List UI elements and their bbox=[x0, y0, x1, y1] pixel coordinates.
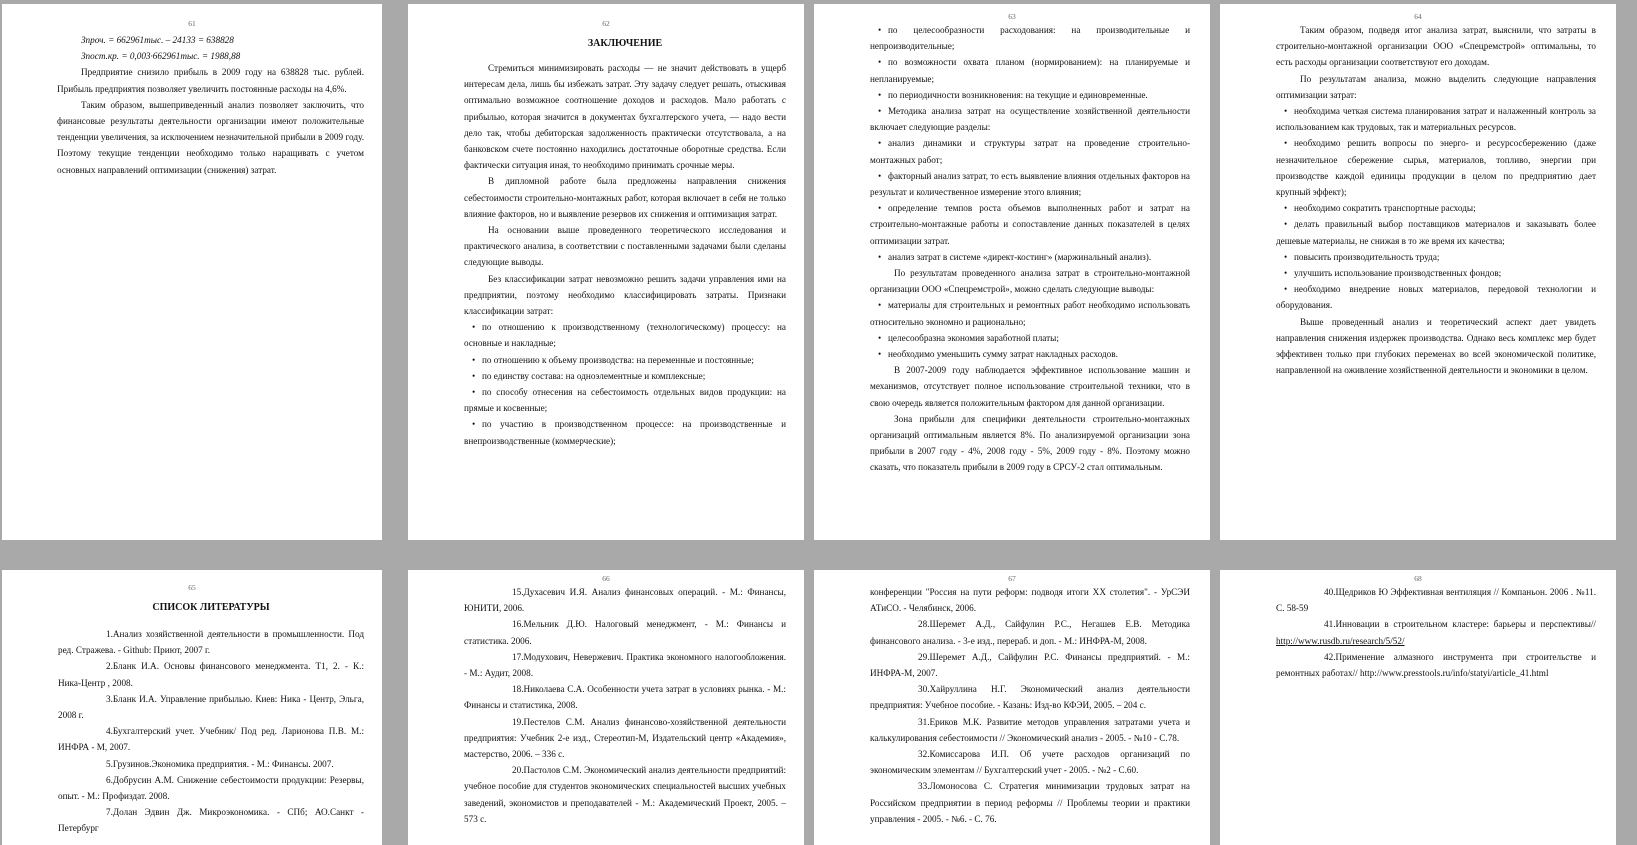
reference-text: Ериков М.К. Развитие методов управления затратами учета и калькулирования себестоимости // Экономический анализ - 2005. - №10 - С.78. bbox=[870, 716, 1190, 743]
paragraph: Предприятие снизило прибыль в 2009 году на 638828 тыс. рублей. Прибыль предприятия позволяет увеличить постоянные расходы на 4,6%. bbox=[57, 67, 364, 94]
reference-item bbox=[464, 616, 786, 648]
page-number: 63 bbox=[1008, 12, 1016, 21]
reference-number: 19. bbox=[512, 716, 524, 727]
list-item: • по отношению к объему производства: на переменные и постоянные; bbox=[464, 352, 786, 368]
list-item: • по способу отнесения на себестоимость отдельных видов продукции: на прямые и косвенные; bbox=[464, 384, 786, 416]
page-65 bbox=[2, 570, 382, 845]
reference-item bbox=[58, 658, 364, 690]
reference-item bbox=[870, 778, 1190, 827]
page-number: 68 bbox=[1414, 574, 1422, 583]
reference-number: 40. bbox=[1324, 587, 1336, 597]
reference-text: Бухгалтерский учет. Учебник/ Под ред. Ларионова П.В. М.: ИНФРА - М, 2007. bbox=[58, 726, 364, 753]
page-68 bbox=[1220, 570, 1616, 845]
paragraph: Стремиться минимизировать расходы — не значит действовать в ущерб интересам дела, лишь бы избежать затрат. Эту задачу следует решать, отыскивая оптимально возможное соотношение доходов и расходов. Мало работать с прибылью, которая значится в документах бухгалтерского учета, — надо вести дело так, чтобы дебиторская задолженность практически отсутствовала, а на банковском счете постоянно находились достаточные оборотные средства. Если фактически ситуация иная, то необходимо принимать срочные меры. bbox=[464, 63, 786, 171]
list-item: • анализ затрат в системе «директ-костинг» (маржинальный анализ). bbox=[870, 249, 1190, 265]
list-item: • необходима четкая система планирования затрат и налаженный контроль за использованием как трудовых, так и материальных ресурсов. bbox=[1276, 103, 1596, 135]
reference-number: 15. bbox=[512, 587, 524, 597]
reference-text: Бланк И.А. Основы финансового менеджмента. Т1, 2. - К.: Ника-Центр , 2008. bbox=[58, 661, 364, 688]
section-title: СПИСОК ЛИТЕРАТУРЫ bbox=[152, 602, 270, 613]
reference-text: Комиссарова И.П. Об учете расходов организаций по экономическим элементам // Бухгалтерский учет - 2005. - №2 - С.60. bbox=[870, 749, 1190, 776]
list-item: • материалы для строительных и ремонтных работ необходимо использовать относительно экономно и рационально; bbox=[870, 297, 1190, 329]
reference-number: 3. bbox=[106, 693, 113, 704]
reference-item bbox=[464, 681, 786, 713]
reference-text: Грузинов.Экономика предприятия. - М.: Финансы. 2007. bbox=[112, 758, 334, 769]
list-item: • по периодичности возникновения: на текущие и единовременные. bbox=[870, 87, 1190, 103]
reference-item bbox=[870, 681, 1190, 713]
page-number: 61 bbox=[188, 19, 196, 28]
paragraph: Таким образом, вышеприведенный анализ позволяет заключить, что финансовые результаты деятельности организации имеют положительные тенденции увеличения, за исключением незначительной прибыли в 2009 году. Поэтому текущие тенденции необходимо только наращивать с учетом основных направлений оптимизации (снижения) затрат. bbox=[57, 99, 364, 175]
page-62 bbox=[408, 4, 804, 540]
reference-item bbox=[464, 714, 786, 763]
reference-number: 32. bbox=[918, 749, 930, 760]
reference-item bbox=[1276, 649, 1596, 681]
reference-number: 16. bbox=[512, 619, 524, 630]
reference-item bbox=[58, 626, 364, 658]
reference-number: 29. bbox=[918, 651, 930, 662]
reference-item bbox=[1276, 584, 1596, 616]
reference-text: Анализ хозяйственной деятельности в промышленности. Под ред. Стражева. - Github: Приют, 2007 г. bbox=[58, 629, 364, 656]
paragraph: В 2007-2009 году наблюдается эффективное использование машин и механизмов, отсутствует полное использование строительной техники, что в свою очередь является положительным фактором для данной организации. bbox=[870, 365, 1190, 408]
reference-item bbox=[1276, 616, 1596, 648]
reference-link[interactable]: http://www.rusdb.ru/research/5/52/ bbox=[1276, 635, 1405, 646]
reference-continuation: конференции "Россия на пути реформ: подводя итоги XX столетия". - УрСЭИ АТиСО. - Челябинск, 2006. bbox=[870, 587, 1190, 614]
page-67 bbox=[814, 570, 1210, 845]
reference-item bbox=[58, 772, 364, 804]
list-item: • необходимо сократить транспортные расходы; bbox=[1276, 200, 1596, 216]
reference-item bbox=[870, 714, 1190, 746]
reference-number: 33. bbox=[918, 781, 930, 792]
list-item: • необходимо уменьшить сумму затрат накладных расходов. bbox=[870, 346, 1190, 362]
reference-item bbox=[870, 616, 1190, 648]
reference-text: Добрусин А.М. Снижение себестоимости продукции: Резервы, опыт. - М.: Профиздат. 2008. bbox=[58, 774, 364, 802]
page-number: 62 bbox=[602, 19, 610, 28]
reference-item bbox=[870, 649, 1190, 681]
list-item: • по возможности охвата планом (нормированием): на планируемые и непланируемые; bbox=[870, 54, 1190, 86]
reference-text: Мельник Д.Ю. Налоговый менеджмент, - М.: Финансы и статистика. 2006. bbox=[464, 619, 786, 646]
reference-item bbox=[870, 746, 1190, 778]
reference-text: Пастолов С.М. Экономический анализ деятельности предприятий: учебное пособие для студентов экономических специальностей высших учебных заведений, экономистов и преподавателей - М.: Академический Проект, 2005. – 573 с. bbox=[464, 765, 786, 824]
reference-item bbox=[464, 762, 786, 827]
list-item: • делать правильный выбор поставщиков материалов и заказывать более дешевые материалы, не снижая в то же время их качества; bbox=[1276, 216, 1596, 248]
reference-text: Модухович, Невержевич. Практика экономного налогообложения. - М.: Аудит, 2008. bbox=[464, 651, 786, 679]
reference-text: Применение алмазного инструмента при строительстве и ремонтных работах// http://www.presstools.ru/info/statyi/article_41.html bbox=[1276, 651, 1596, 679]
section-title: ЗАКЛЮЧЕНИЕ bbox=[587, 38, 663, 49]
formula: Зпроч. = 662961тыс. – 24133 = 638828 bbox=[81, 35, 234, 45]
reference-number: 5. bbox=[106, 758, 113, 769]
page-number: 67 bbox=[1008, 574, 1016, 583]
list-item: • по участию в производственном процессе: на производственные и внепроизводственные (коммерческие); bbox=[464, 416, 786, 448]
reference-text: Щедриков Ю Эффективная вентиляция // Компаньон. 2006 . №11. С. 58-59 bbox=[1276, 587, 1596, 614]
paragraph: По результатам анализа, можно выделить следующие направления оптимизации затрат: bbox=[1276, 73, 1596, 100]
reference-text: Шеремет А.Д., Сайфулин Р.С. Финансы предприятий. - М.: ИНФРА-М, 2007. bbox=[870, 651, 1190, 679]
paragraph: Без классификации затрат невозможно решить задачи управления ими на предприятии, поэтому необходимо классифицировать затраты. Признаки классификации затрат: bbox=[464, 273, 786, 317]
list-item: • улучшить использование производственных фондов; bbox=[1276, 265, 1596, 281]
reference-number: 31. bbox=[918, 716, 930, 727]
paragraph: По результатам проведенного анализа затрат в строительно-монтажной организации ООО «Спецремстрой», можно сделать следующие выводы: bbox=[870, 268, 1190, 295]
reference-text: Долан Эдвин Дж. Микроэкономика. - СПб; АО.Санкт - Петербург bbox=[58, 807, 364, 834]
list-item: • определение темпов роста объемов выполненных работ и затрат на строительно-монтажные работы и сопоставление данных показателей в целях оптимизации затрат. bbox=[870, 200, 1190, 249]
reference-text: Духасевич И.Я. Анализ финансовых операций. - М.: Финансы, ЮНИТИ, 2006. bbox=[464, 587, 786, 614]
reference-item bbox=[58, 723, 364, 755]
formula: Зпост.кр. = 0,003·662961тыс. = 1988,88 bbox=[81, 51, 241, 62]
reference-item bbox=[58, 804, 364, 836]
page-66 bbox=[408, 570, 804, 845]
reference-number: 18. bbox=[512, 684, 524, 695]
reference-number: 2. bbox=[106, 661, 113, 672]
page-number: 65 bbox=[188, 583, 196, 592]
reference-text: Пестелов С.М. Анализ финансово-хозяйственной деятельности предприятия: Учебник 2-е изд., Стереотип-М, Издательский центр «Академия», мастерство, 2006. – 336 с. bbox=[464, 716, 786, 760]
reference-text: Бланк И.А. Управление прибылью. Киев: Ника - Центр, Эльга, 2008 г. bbox=[58, 693, 364, 721]
page-64 bbox=[1220, 4, 1616, 540]
reference-number: 20. bbox=[512, 765, 524, 776]
list-item: • целесообразна экономия заработной платы; bbox=[870, 330, 1190, 346]
reference-number: 4. bbox=[106, 726, 113, 737]
list-item: • по целесообразности расходования: на производительные и непроизводительные; bbox=[870, 22, 1190, 54]
reference-text: Ломоносова С. Стратегия минимизации трудовых затрат на Российском предприятии в период реформы // Проблемы теории и практики управления - 2005. - №6. - С. 76. bbox=[870, 781, 1190, 824]
page-61 bbox=[2, 4, 382, 540]
reference-item bbox=[464, 649, 786, 681]
reference-item bbox=[58, 691, 364, 723]
reference-text: Инновации в строительном кластере: барьеры и перспективы// bbox=[1335, 619, 1596, 630]
reference-number: 30. bbox=[918, 684, 930, 695]
reference-number: 42. bbox=[1324, 651, 1336, 662]
reference-item bbox=[464, 584, 786, 616]
reference-text: Шеремет А.Д., Сайфулин Р.С., Негашев Е.В. Методика финансового анализа. - 3-е изд., перераб. и доп. - М.: ИНФРА-М, 2008. bbox=[870, 619, 1190, 646]
list-item: • по единству состава: на одноэлементные и комплексные; bbox=[464, 368, 786, 384]
list-item: • факторный анализ затрат, то есть выявление влияния отдельных факторов на результат и количественное измерение этого влияния; bbox=[870, 168, 1190, 200]
paragraph: В дипломной работе была предложены направления снижения себестоимости строительно-монтажных работ, которая включает в себя не только влияние факторов, но и выявление резервов их снижения и оптимизация затрат. bbox=[464, 176, 786, 219]
page-63 bbox=[814, 4, 1210, 540]
reference-text: Николаева С.А. Особенности учета затрат в условиях рынка. - М.: Финансы и статистика, 2008. bbox=[464, 684, 786, 711]
list-item: • необходимо решить вопросы по энерго- и ресурсосбережению (даже незначительное сбережение сырья, материалов, топливо, энергии при производстве каждой единицы продукции в целом по предприятию дает крупный эффект); bbox=[1276, 135, 1596, 200]
reference-number: 28. bbox=[918, 619, 930, 630]
page-number: 66 bbox=[602, 574, 610, 583]
reference-number: 1. bbox=[106, 629, 113, 639]
reference-number: 7. bbox=[106, 807, 113, 818]
reference-number: 41. bbox=[1324, 619, 1336, 630]
reference-number: 6. bbox=[106, 774, 113, 785]
list-item: • повысить производительность труда; bbox=[1276, 249, 1596, 265]
paragraph: На основании выше проведенного теоретического исследования и практического анализа, в соответствии с поставленными задачами были сделаны следующие выводы. bbox=[464, 225, 786, 268]
reference-text: Хайруллина Н.Г. Экономический анализ деятельности предприятия: Учебное пособие. - Казань: Изд-во КФЭИ, 2005. – 204 с. bbox=[870, 684, 1190, 711]
list-item: • по отношению к производственному (технологическому) процессу: на основные и накладные; bbox=[464, 319, 786, 351]
paragraph: Зона прибыли для специфики деятельности строительно-монтажных организаций оптимальным является 8%. По анализируемой организации зона прибыли в 2007 году - 4%, 2008 году - 5%, 2009 году - 8%. Поэтому можно сказать, что показатель прибыли в 2009 году в СРСУ-2 стал оптимальным. bbox=[870, 413, 1190, 473]
reference-number: 17. bbox=[512, 651, 524, 662]
list-item: • Методика анализа затрат на осуществление хозяйственной деятельности включает следующие разделы: bbox=[870, 103, 1190, 135]
paragraph: Таким образом, подведя итог анализа затрат, выяснили, что затраты в строительно-монтажной организации ООО «Спецремстрой» оптимальны, то есть расходы организации соответствуют его доходам. bbox=[1276, 25, 1596, 68]
list-item: • необходимо внедрение новых материалов, передовой технологии и оборудования. bbox=[1276, 281, 1596, 313]
paragraph: Выше проведенный анализ и теоретический аспект дает увидеть направления снижения издержек производства. Однако весь комплекс мер будет эффективен только при глубоких переменах во всей экономической политике, направленной на оживление хозяйственной деятельности и экономики в целом. bbox=[1276, 316, 1596, 376]
page-number: 64 bbox=[1414, 12, 1422, 21]
reference-item bbox=[58, 756, 364, 772]
list-item: • анализ динамики и структуры затрат на проведение строительно-монтажных работ; bbox=[870, 135, 1190, 167]
